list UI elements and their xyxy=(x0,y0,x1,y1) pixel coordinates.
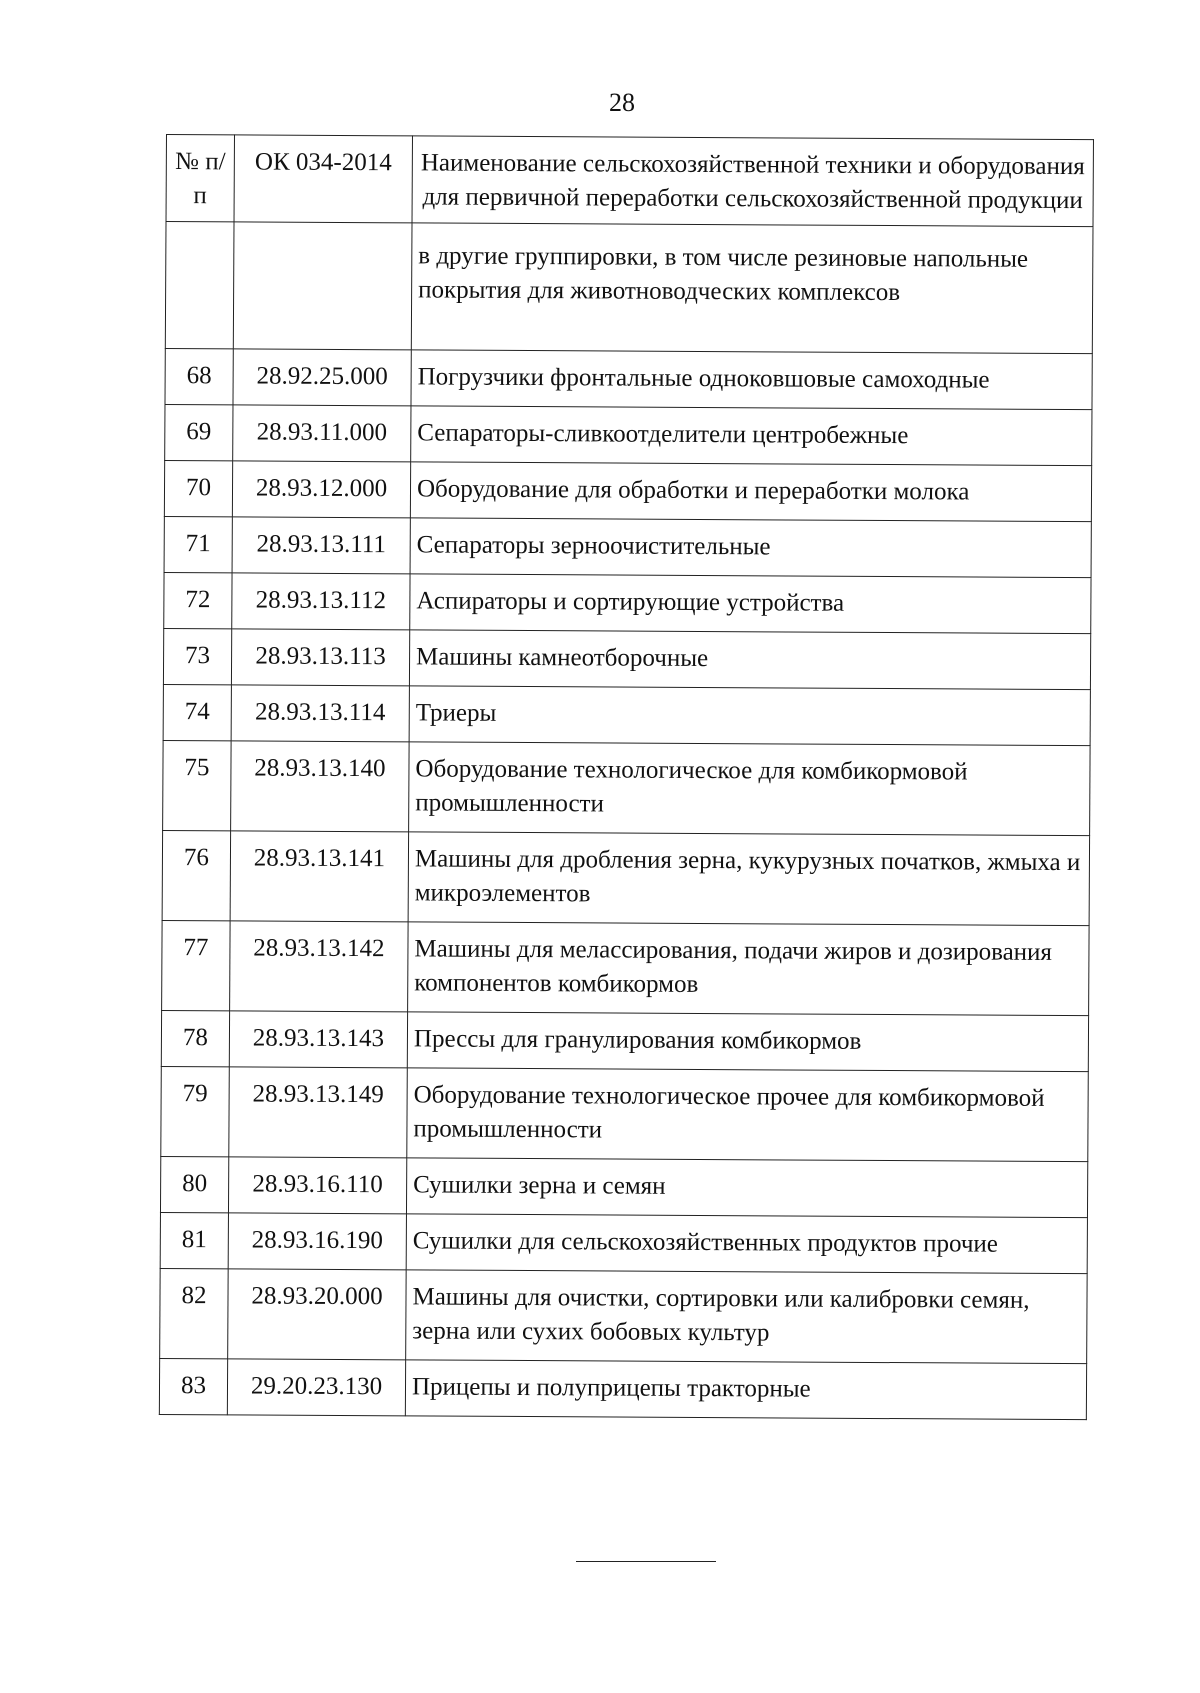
cell-code: 28.92.25.000 xyxy=(233,349,411,406)
cell-name: Триеры xyxy=(409,686,1090,746)
cell-num: 73 xyxy=(163,628,231,684)
footer-rule xyxy=(576,1561,716,1562)
cell-code: 28.93.11.000 xyxy=(233,405,411,462)
cell-num: 79 xyxy=(161,1066,230,1156)
cell-name: Оборудование технологическое прочее для комбикормовой промышленности xyxy=(407,1068,1088,1162)
table-row xyxy=(165,404,1092,465)
cell-num: 82 xyxy=(160,1268,229,1358)
cell-num: 83 xyxy=(159,1358,227,1414)
cell-code: 28.93.13.142 xyxy=(230,921,408,1012)
cell-name: Машины для дробления зерна, кукурузных початков, жмыха и микроэлементов xyxy=(408,832,1089,926)
cell-name: Аспираторы и сортирующие устройства xyxy=(410,574,1091,634)
cell-code: 28.93.13.113 xyxy=(231,629,409,686)
cell-num: 80 xyxy=(160,1156,228,1212)
table-row xyxy=(162,920,1089,1015)
header-name: Наименование сельскохозяйственной техники и оборудования для первичной переработки сельскохозяйственной продукции xyxy=(412,136,1093,227)
cell-name: Сепараторы зерноочистительные xyxy=(410,518,1091,578)
header-code: ОК 034-2014 xyxy=(234,135,412,223)
cell-name: Сепараторы-сливкоотделители центробежные xyxy=(411,406,1092,466)
table-row xyxy=(159,1358,1086,1419)
cell-num: 69 xyxy=(165,404,233,460)
cell-code: 28.93.16.190 xyxy=(228,1213,406,1270)
table-row xyxy=(161,1066,1088,1161)
cell-name: в другие группировки, в том числе резиновые напольные покрытия для животноводческих комплексов xyxy=(411,223,1093,354)
cell-name: Прицепы и полуприцепы тракторные xyxy=(405,1360,1086,1420)
cell-name: Сушилки для сельскохозяйственных продуктов прочие xyxy=(406,1214,1087,1274)
cell-num: 70 xyxy=(164,460,232,516)
table-header xyxy=(166,135,1093,227)
table-row xyxy=(160,1156,1087,1217)
cell-num: 71 xyxy=(164,516,232,572)
cell-name: Машины камнеотборочные xyxy=(409,630,1090,690)
cell-num: 74 xyxy=(163,684,231,740)
cell-code: 29.20.23.130 xyxy=(227,1359,405,1416)
table-row xyxy=(163,684,1090,745)
table-row xyxy=(164,572,1091,633)
table-row xyxy=(160,1268,1087,1363)
table-row xyxy=(162,830,1089,925)
cell-num xyxy=(165,222,234,349)
cell-code: 28.93.13.141 xyxy=(230,831,408,922)
cell-code: 28.93.20.000 xyxy=(228,1269,406,1360)
table-row xyxy=(164,460,1091,521)
cell-code: 28.93.12.000 xyxy=(232,461,410,518)
table-row xyxy=(164,516,1091,577)
header-num: № п/п xyxy=(166,135,234,222)
table-row xyxy=(161,1010,1088,1071)
cell-code: 28.93.13.143 xyxy=(229,1011,407,1068)
page-number: 28 xyxy=(609,88,635,117)
cell-num: 68 xyxy=(165,348,233,404)
cell-code: 28.93.16.110 xyxy=(228,1157,406,1214)
cell-name: Прессы для гранулирования комбикормов xyxy=(407,1012,1088,1072)
cell-code: 28.93.13.140 xyxy=(231,741,409,832)
cell-code: 28.93.13.149 xyxy=(229,1067,407,1158)
cell-num: 75 xyxy=(163,740,232,830)
header-row xyxy=(166,135,1093,227)
cell-name: Оборудование технологическое для комбикормовой промышленности xyxy=(409,742,1090,836)
cell-num: 72 xyxy=(164,572,232,628)
cell-name: Погрузчики фронтальные одноковшовые самоходные xyxy=(411,350,1092,410)
table-row xyxy=(163,740,1090,835)
continuation-row xyxy=(165,222,1093,354)
equipment-table xyxy=(159,134,1094,1420)
cell-name: Сушилки зерна и семян xyxy=(406,1158,1087,1218)
cell-num: 76 xyxy=(162,830,231,920)
cell-num: 77 xyxy=(162,920,231,1010)
cell-code: 28.93.13.114 xyxy=(231,685,409,742)
cell-code xyxy=(233,222,412,350)
cell-name: Оборудование для обработки и переработки молока xyxy=(410,462,1091,522)
cell-name: Машины для очистки, сортировки или калибровки семян, зерна или сухих бобовых культур xyxy=(406,1270,1087,1364)
cell-num: 78 xyxy=(161,1010,229,1066)
table-row xyxy=(163,628,1090,689)
table-row xyxy=(165,348,1092,409)
cell-code: 28.93.13.112 xyxy=(232,573,410,630)
table-row xyxy=(160,1212,1087,1273)
cell-code: 28.93.13.111 xyxy=(232,517,410,574)
cell-name: Машины для мелассирования, подачи жиров и дозирования компонентов комбикормов xyxy=(408,922,1089,1016)
table-body xyxy=(159,222,1093,1420)
cell-num: 81 xyxy=(160,1212,228,1268)
